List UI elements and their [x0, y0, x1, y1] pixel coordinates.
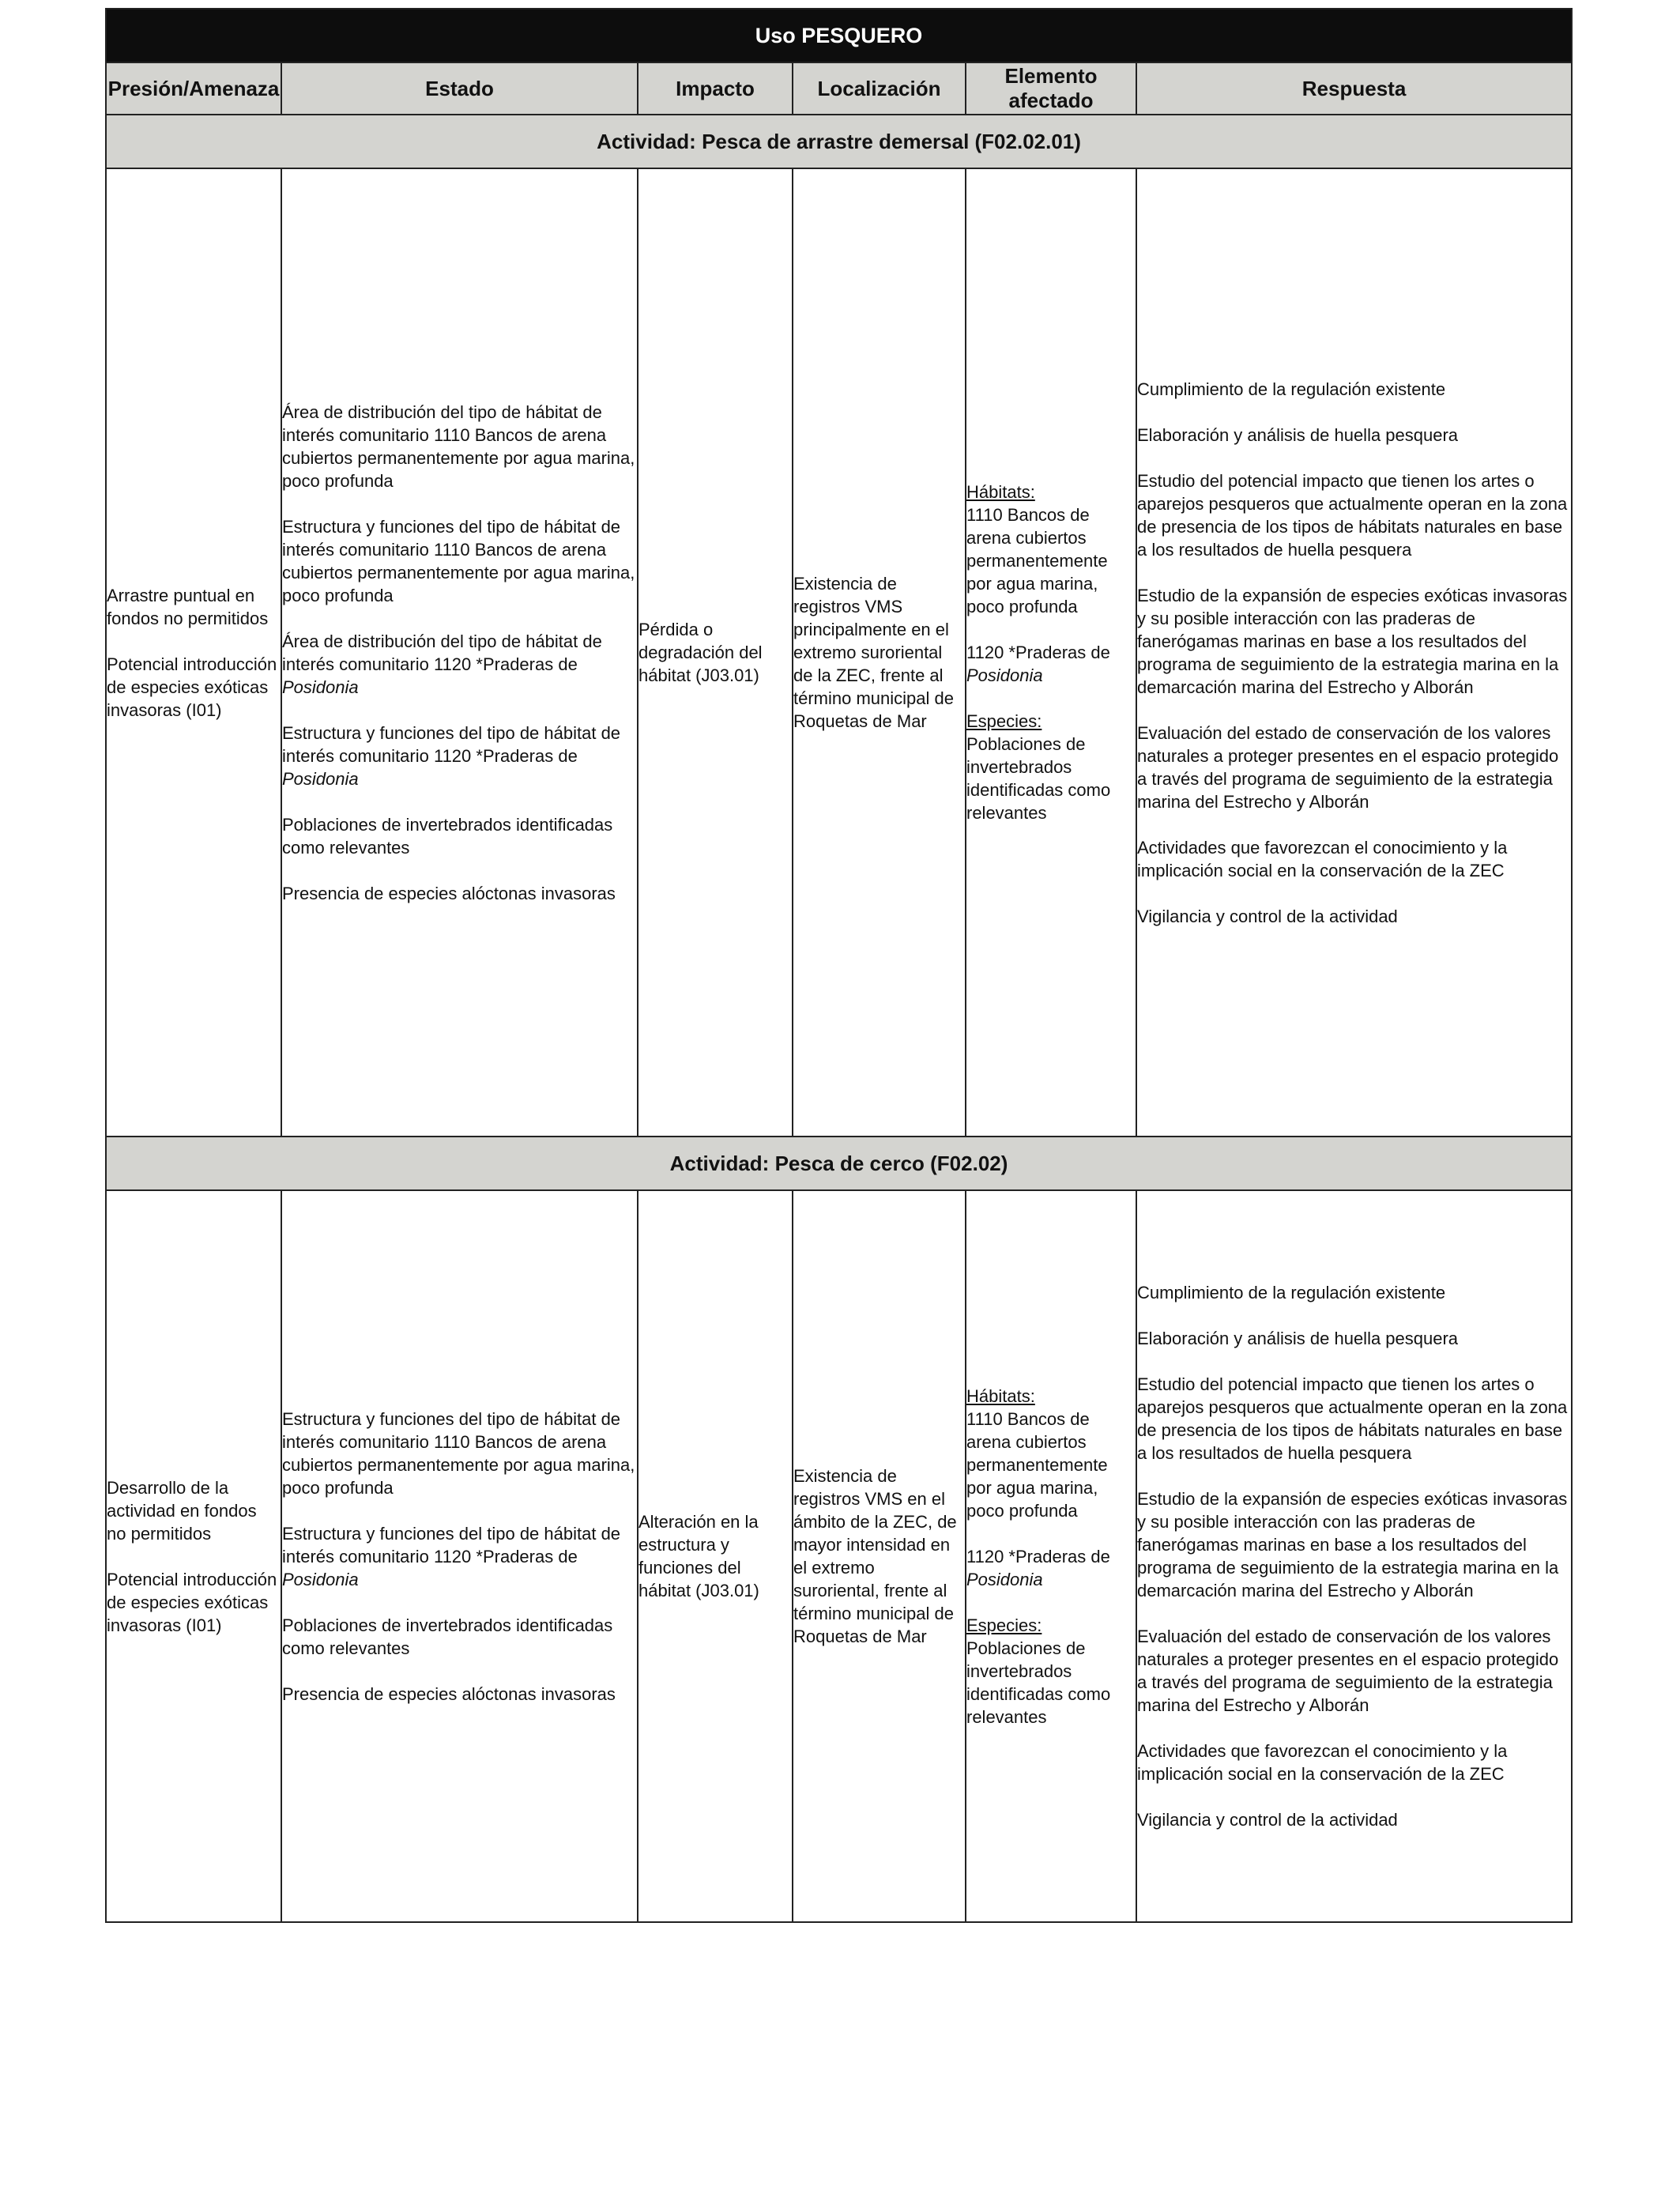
especies-text: Poblaciones de invertebrados identificadas como relevantes	[966, 734, 1111, 823]
especies-text: Poblaciones de invertebrados identificadas como relevantes	[966, 1638, 1111, 1727]
respuesta-text: Estudio de la expansión de especies exóticas invasoras y su posible interacción con las praderas de fanerógamas marinas en base a los resultados del programa de seguimiento de la estrategia marina en la demarcación marina del Estrecho y Alborán	[1137, 585, 1568, 697]
respuesta-text: Estudio de la expansión de especies exóticas invasoras y su posible interacción con las praderas de fanerógamas marinas en base a los resultados del programa de seguimiento de la estrategia marina en la demarcación marina del Estrecho y Alborán	[1137, 1489, 1568, 1600]
presion-cell	[106, 1190, 281, 1922]
impacto-cell: Pérdida o degradación del hábitat (J03.01)	[638, 168, 793, 1137]
uso-pesquero-table	[105, 8, 1573, 1923]
especies-label: Especies:	[966, 1615, 1042, 1635]
estado-text: Estructura y funciones del tipo de hábitat de interés comunitario 1120 *Praderas de Posidonia	[282, 1523, 621, 1589]
impacto-cell: Alteración en la estructura y funciones del hábitat (J03.01)	[638, 1190, 793, 1922]
respuesta-text: Actividades que favorezcan el conocimiento y la implicación social en la conservación de la ZEC	[1137, 1741, 1508, 1784]
habitats-label: Hábitats:	[966, 1385, 1035, 1406]
estado-text: Poblaciones de invertebrados identificadas como relevantes	[282, 1615, 613, 1658]
respuesta-text: Elaboración y análisis de huella pesquera	[1137, 424, 1459, 445]
table-row	[106, 1190, 1572, 1922]
estado-text: Área de distribución del tipo de hábitat de interés comunitario 1120 *Praderas de Posidonia	[282, 631, 602, 697]
respuesta-text: Estudio del potencial impacto que tienen los artes o aparejos pesqueros que actualmente operan en la zona de presencia de los tipos de hábitats naturales en base a los resultados de huella pesquera	[1137, 470, 1568, 560]
habitat-1110: 1110 Bancos de arena cubiertos permanentemente por agua marina, poco profunda	[966, 1408, 1108, 1521]
presion-text: Arrastre puntual en fondos no permitidos	[107, 585, 269, 628]
header-localizacion: Localización	[793, 62, 966, 115]
estado-cell	[281, 1190, 638, 1922]
header-impacto: Impacto	[638, 62, 793, 115]
localizacion-cell: Existencia de registros VMS principalmente en el extremo suroriental de la ZEC, frente al término municipal de Roquetas de Mar	[793, 168, 966, 1137]
estado-text: Presencia de especies alóctonas invasoras	[282, 883, 616, 903]
elemento-cell	[966, 1190, 1136, 1922]
habitat-1120: 1120 *Praderas de Posidonia	[966, 643, 1110, 685]
presion-text: Potencial introducción de especies exóticas invasoras (I01)	[107, 654, 277, 720]
table-title: Uso PESQUERO	[106, 9, 1572, 62]
presion-text: Desarrollo de la actividad en fondos no permitidos	[107, 1477, 257, 1544]
posidonia-label: Posidonia	[282, 677, 359, 697]
estado-text: Presencia de especies alóctonas invasoras	[282, 1683, 616, 1704]
respuesta-text: Cumplimiento de la regulación existente	[1137, 379, 1446, 399]
estado-text: Área de distribución del tipo de hábitat de interés comunitario 1110 Bancos de arena cubiertos permanentemente por agua marina, poco profunda	[282, 401, 635, 491]
respuesta-text: Actividades que favorezcan el conocimiento y la implicación social en la conservación de la ZEC	[1137, 837, 1508, 880]
header-estado: Estado	[281, 62, 638, 115]
table-row	[106, 168, 1572, 1137]
respuesta-text: Evaluación del estado de conservación de los valores naturales a proteger presentes en el espacio protegido a través del programa de seguimiento de la estrategia marina del Estrecho y Alborán	[1137, 1627, 1559, 1715]
header-respuesta: Respuesta	[1136, 62, 1572, 115]
elemento-cell	[966, 168, 1136, 1137]
habitat-1120: 1120 *Praderas de Posidonia	[966, 1546, 1110, 1589]
estado-text: Estructura y funciones del tipo de hábitat de interés comunitario 1110 Bancos de arena cubiertos permanentemente por agua marina, poco profunda	[282, 1408, 635, 1498]
posidonia-label: Posidonia	[282, 1569, 359, 1589]
respuesta-cell	[1136, 168, 1572, 1137]
presion-cell	[106, 168, 281, 1137]
respuesta-text: Vigilancia y control de la actividad	[1137, 906, 1398, 926]
activity-heading: Actividad: Pesca de arrastre demersal (F02.02.01)	[106, 115, 1572, 168]
estado-text: Estructura y funciones del tipo de hábitat de interés comunitario 1110 Bancos de arena cubiertos permanentemente por agua marina, poco profunda	[282, 516, 635, 605]
respuesta-text: Cumplimiento de la regulación existente	[1137, 1283, 1446, 1302]
posidonia-label: Posidonia	[282, 768, 359, 789]
header-elemento: Elemento afectado	[966, 62, 1136, 115]
respuesta-text: Estudio del potencial impacto que tienen los artes o aparejos pesqueros que actualmente operan en la zona de presencia de los tipos de hábitats naturales en base a los resultados de huella pesquera	[1137, 1374, 1568, 1463]
respuesta-cell	[1136, 1190, 1572, 1922]
especies-label: Especies:	[966, 711, 1042, 731]
respuesta-text: Evaluación del estado de conservación de los valores naturales a proteger presentes en el espacio protegido a través del programa de seguimiento de la estrategia marina del Estrecho y Alborán	[1137, 722, 1559, 812]
habitats-label: Hábitats:	[966, 482, 1035, 502]
presion-text: Potencial introducción de especies exóticas invasoras (I01)	[107, 1569, 277, 1635]
header-presion: Presión/Amenaza	[106, 62, 281, 115]
estado-text: Poblaciones de invertebrados identificadas como relevantes	[282, 814, 613, 858]
respuesta-text: Vigilancia y control de la actividad	[1137, 1810, 1398, 1830]
respuesta-text: Elaboración y análisis de huella pesquera	[1137, 1329, 1459, 1348]
estado-cell	[281, 168, 638, 1137]
activity-heading: Actividad: Pesca de cerco (F02.02)	[106, 1137, 1572, 1190]
estado-text: Estructura y funciones del tipo de hábitat de interés comunitario 1120 *Praderas de Posidonia	[282, 722, 621, 789]
localizacion-cell: Existencia de registros VMS en el ámbito de la ZEC, de mayor intensidad en el extremo suroriental, frente al término municipal de Roquetas de Mar	[793, 1190, 966, 1922]
habitat-1110: 1110 Bancos de arena cubiertos permanentemente por agua marina, poco profunda	[966, 505, 1108, 616]
